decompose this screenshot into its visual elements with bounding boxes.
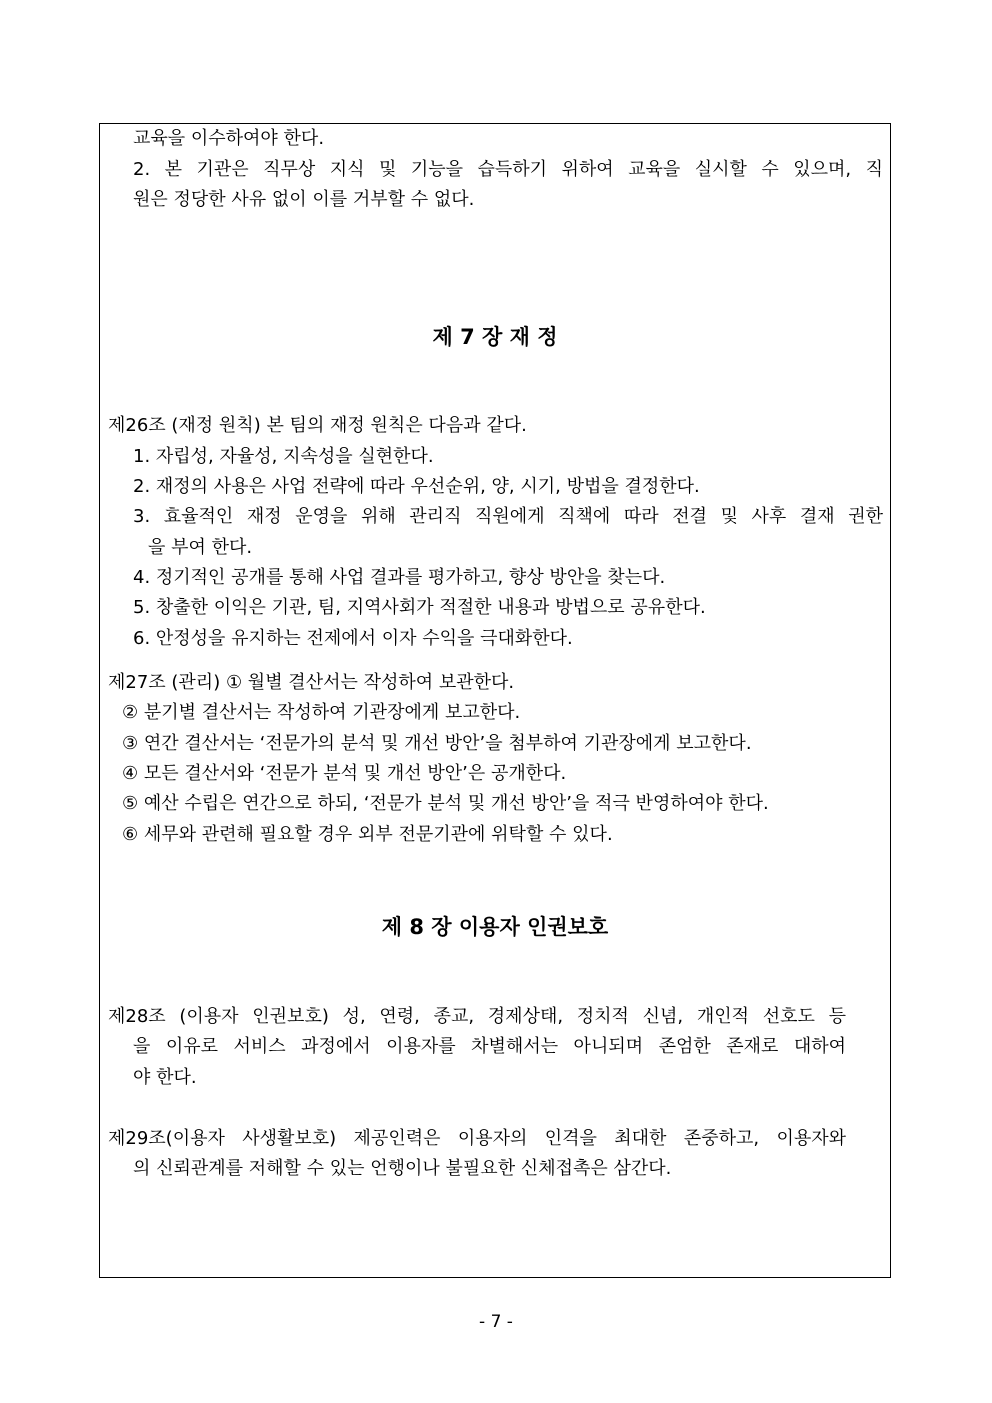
prev-article-item-2-line-2: 원은 정당한 사유 없이 이를 거부할 수 없다. — [133, 189, 475, 210]
article-26-item-5: 5. 창출한 이익은 기관, 팀, 지역사회가 적절한 내용과 방법으로 공유한다. — [133, 597, 706, 618]
article-26-item-6: 6. 안정성을 유지하는 전제에서 이자 수익을 극대화한다. — [133, 628, 573, 649]
article-26-heading: 제26조 (재정 원칙) 본 팀의 재정 원칙은 다음과 같다. — [108, 415, 527, 436]
article-26-item-1: 1. 자립성, 자율성, 지속성을 실현한다. — [133, 446, 434, 467]
article-28-line-3: 야 한다. — [133, 1067, 197, 1088]
article-26-item-4: 4. 정기적인 공개를 통해 사업 결과를 평가하고, 향상 방안을 찾는다. — [133, 567, 666, 588]
article-27-item-3: ③ 연간 결산서는 ‘전문가의 분석 및 개선 방안’을 첨부하여 기관장에게 보고한다. — [122, 733, 752, 754]
prev-article-item-2-line-1: 2. 본 기관은 직무상 지식 및 기능을 습득하기 위하여 교육을 실시할 수 있으며, 직 — [133, 159, 883, 180]
page-number: - 7 - — [479, 1312, 513, 1332]
article-28-line-2: 을 이유로 서비스 과정에서 이용자를 차별해서는 아니되며 존엄한 존재로 대하여 — [133, 1036, 846, 1057]
article-27-heading: 제27조 (관리) ① 월별 결산서는 작성하여 보관한다. — [108, 672, 515, 693]
article-27-item-4: ④ 모든 결산서와 ‘전문가 분석 및 개선 방안’은 공개한다. — [122, 763, 567, 784]
article-26-item-2: 2. 재정의 사용은 사업 전략에 따라 우선순위, 양, 시기, 방법을 결정한다. — [133, 476, 700, 497]
article-27-item-6: ⑥ 세무와 관련해 필요할 경우 외부 전문기관에 위탁할 수 있다. — [122, 824, 613, 845]
article-29-line-2: 의 신뢰관계를 저해할 수 있는 언행이나 불필요한 신체접촉은 삼간다. — [133, 1158, 672, 1179]
article-29-line-1: 제29조(이용자 사생활보호) 제공인력은 이용자의 인격을 최대한 존중하고, 이용자와 — [108, 1128, 846, 1149]
article-26-item-3-line-2: 을 부여 한다. — [148, 537, 253, 558]
article-27-item-5: ⑤ 예산 수립은 연간으로 하되, ‘전문가 분석 및 개선 방안’을 적극 반영하여야 한다. — [122, 793, 769, 814]
article-27-item-2: ② 분기별 결산서는 작성하여 기관장에게 보고한다. — [122, 702, 521, 723]
article-28-line-1: 제28조 (이용자 인권보호) 성, 연령, 종교, 경제상태, 정치적 신념, 개인적 선호도 등 — [108, 1006, 846, 1027]
article-26-item-3-line-1: 3. 효율적인 재정 운영을 위해 관리직 직원에게 직책에 따라 전결 및 사후 결재 권한 — [133, 506, 883, 527]
prev-article-continuation: 교육을 이수하여야 한다. — [133, 128, 325, 149]
chapter-7-title: 제 7 장 재 정 — [432, 325, 558, 349]
chapter-8-title: 제 8 장 이용자 인권보호 — [381, 915, 609, 939]
